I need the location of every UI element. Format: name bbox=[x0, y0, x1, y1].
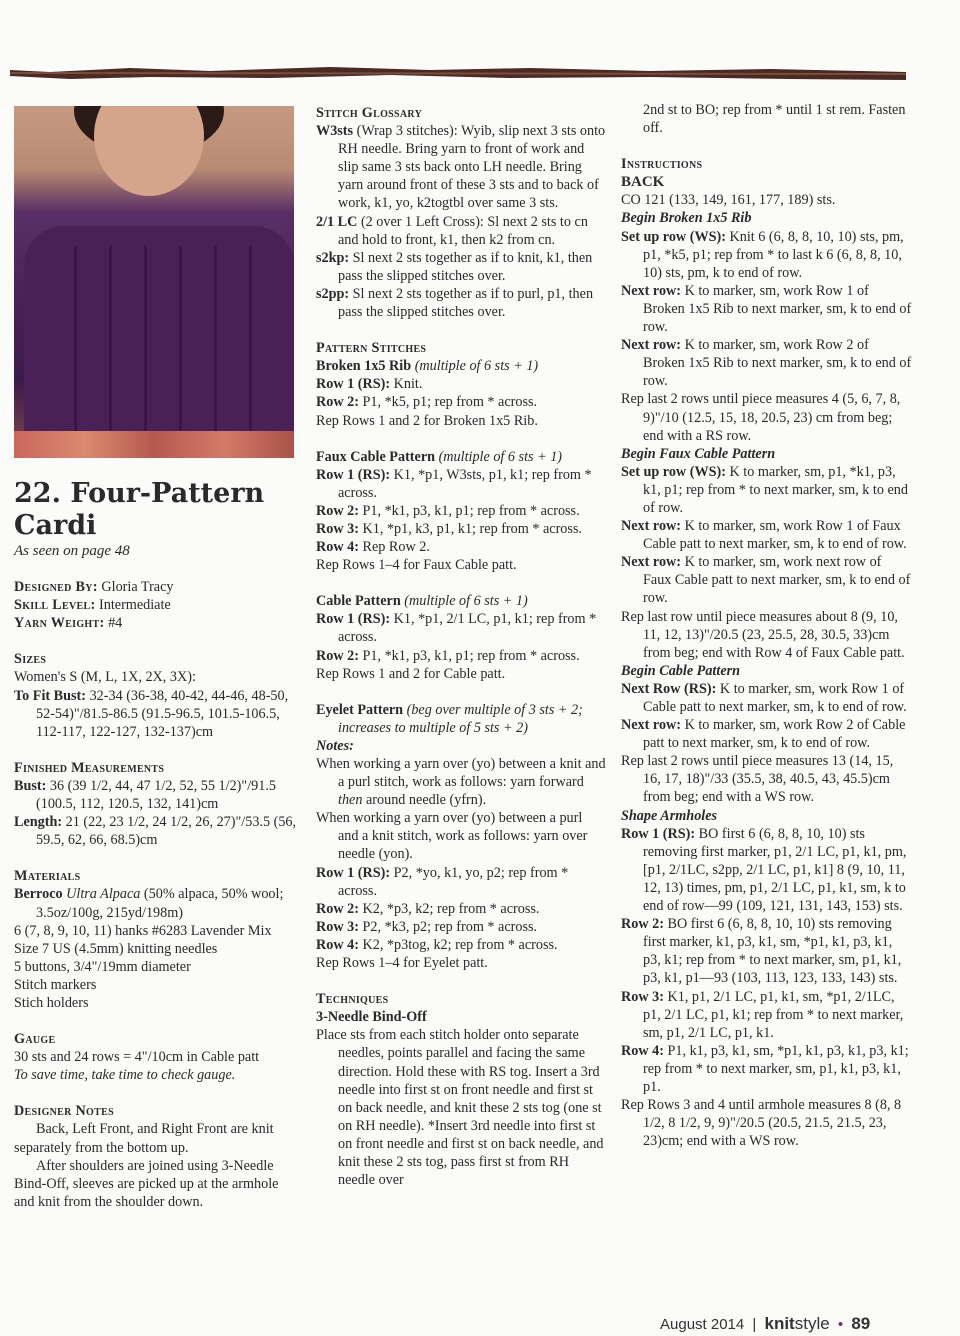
eyelet-repeat: Rep Rows 1–4 for Eyelet patt. bbox=[316, 955, 488, 972]
seen-on-page: As seen on page 48 bbox=[14, 543, 130, 559]
stitch-glossary-heading: Stitch Glossary bbox=[316, 105, 423, 121]
rib-repeat: Rep last 2 rows until piece measures 4 (5, 6, 7, 8, 9)"/10 (12.5, 15, 18, 20.5, 23) cm from beg; end with a RS row. bbox=[621, 391, 901, 444]
designer-notes-p1: Back, Left Front, and Right Front are knit separately from the bottom up. bbox=[14, 1121, 274, 1156]
to-fit-bust: To Fit Bust: 32-34 (36-38, 40-42, 44-46, 48-50, 52-54)"/81.5-86.5 (91.5-96.5, 101.5-106.5, 112-117, 122-127, 132-137)cm bbox=[14, 687, 289, 740]
three-needle-bo-text: Place sts from each stitch holder onto separate needles, points parallel and facing the same direction. Hold these with RS tog. Insert a 3rd needle into first st on front needle and first st on back needle, and knit these 2 sts tog (one st on RH needle). *Insert 3rd needle into first st on front needle and first st on back needle, and knit these 2 sts tog, pass first st from RH needle over bbox=[316, 1027, 604, 1189]
bind-off-continued: 2nd st to BO; rep from * until 1 st rem. Fasten off. bbox=[643, 102, 906, 137]
skill-level: Skill Level: Intermediate bbox=[14, 597, 171, 614]
faux-cable-heading: Begin Faux Cable Pattern bbox=[621, 445, 776, 462]
markers: Stitch markers bbox=[14, 976, 97, 993]
rib-next-row-2: Next row: K to marker, sm, work Row 2 of Broken 1x5 Rib to next marker, sm, k to end of row. bbox=[621, 337, 912, 390]
cable-pattern-title: Cable Pattern (multiple of 6 sts + 1) bbox=[316, 593, 528, 610]
designer-notes-p2: After shoulders are joined using 3-Needle Bind-Off, sleeves are picked up at the armhole and knit from the shoulder down. bbox=[14, 1157, 279, 1210]
back-heading: BACK bbox=[621, 174, 665, 191]
column-2 bbox=[316, 104, 606, 1189]
broken-rib-row-1: Row 1 (RS): Knit. bbox=[316, 376, 423, 393]
cable-repeat: Rep Rows 1 and 2 for Cable patt. bbox=[316, 665, 506, 682]
cable-next-row-2: Next row: K to marker, sm, work Row 2 of Cable patt to next marker, sm, k to end of row. bbox=[621, 717, 906, 752]
footer-separator: | bbox=[752, 1316, 757, 1333]
glossary-s2kp: s2kp: Sl next 2 sts together as if to knit, k1, then pass the slipped stitches over. bbox=[316, 249, 593, 284]
issue-date: August 2014 bbox=[660, 1316, 745, 1333]
length: Length: 21 (22, 23 1/2, 24 1/2, 26, 27)"/53.5 (56, 59.5, 62, 66, 68.5)cm bbox=[14, 814, 297, 849]
yarn-weight: Yarn Weight: #4 bbox=[14, 615, 123, 632]
armholes-heading: Shape Armholes bbox=[621, 807, 718, 824]
faux-next-row-1: Next row: K to marker, sm, work Row 1 of Faux Cable patt to next marker, sm, k to end of row. bbox=[621, 518, 907, 553]
three-needle-bo-title: 3-Needle Bind-Off bbox=[316, 1009, 427, 1026]
armhole-row-2: Row 2: BO first 6 (6, 8, 8, 10, 10) sts removing first marker, k1, p3, k1, sm, *p1, k1, p3, k1, p3, k1; rep from * to next marker, sm, p1, k1, p3, k1, p1—93 (103, 113, 123, 133, 143) sts. bbox=[621, 916, 902, 987]
broken-rib-title: Broken 1x5 Rib (multiple of 6 sts + 1) bbox=[316, 358, 539, 375]
sizes-heading: Sizes bbox=[14, 651, 47, 668]
armhole-row-4: Row 4: P1, k1, p3, k1, sm, *p1, k1, p3, k1, p3, k1; rep from * to next marker, sm, p1, k1, p3, k1, p1. bbox=[621, 1042, 909, 1095]
buttons: 5 buttons, 3/4"/19mm diameter bbox=[14, 958, 191, 975]
column-3 bbox=[621, 101, 913, 1150]
page-number: 89 bbox=[851, 1314, 871, 1333]
cardigan-model-photo bbox=[14, 106, 294, 458]
faux-cable-row-2: Row 2: P1, *k1, p3, k1, p1; rep from * across. bbox=[316, 502, 580, 519]
broken-rib-repeat: Rep Rows 1 and 2 for Broken 1x5 Rib. bbox=[316, 412, 538, 429]
eyelet-notes-label: Notes: bbox=[316, 737, 354, 754]
cable-row-1: Row 1 (RS): K1, *p1, 2/1 LC, p1, k1; rep from * across. bbox=[316, 611, 597, 646]
broken-rib-heading: Begin Broken 1x5 Rib bbox=[621, 210, 752, 227]
faux-cable-row-1: Row 1 (RS): K1, *p1, W3sts, p1, k1; rep from * across. bbox=[316, 466, 592, 501]
yarn: Berroco Ultra Alpaca (50% alpaca, 50% wool; 3.5oz/100g, 215yd/198m) bbox=[14, 886, 284, 921]
glossary-w3sts: W3sts (Wrap 3 stitches): Wyib, slip next 3 sts onto RH needle. Bring yarn to front of work and slip same 3 sts back onto LH needle. Bring yarn around front of these 3 sts and to back of work, k1, yo, k2togtbl over same 3 sts. bbox=[316, 123, 606, 212]
cable-repeat-back: Rep last 2 rows until piece measures 13 (14, 15, 16, 17, 18)"/33 (35.5, 38, 40.5, 43, 45.5)cm from beg; end with a WS row. bbox=[621, 753, 894, 806]
rib-next-row-1: Next row: K to marker, sm, work Row 1 of Broken 1x5 Rib to next marker, sm, k to end of row. bbox=[621, 282, 912, 336]
techniques-heading: Techniques bbox=[316, 991, 389, 1008]
eyelet-row-3: Row 3: P2, *k3, p2; rep from * across. bbox=[316, 918, 538, 935]
gauge: 30 sts and 24 rows = 4"/10cm in Cable patt bbox=[14, 1049, 260, 1066]
faux-cable-row-4: Row 4: Rep Row 2. bbox=[316, 539, 430, 556]
faux-cable-repeat: Rep Rows 1–4 for Faux Cable patt. bbox=[316, 557, 517, 574]
cast-on: CO 121 (133, 149, 161, 177, 189) sts. bbox=[621, 192, 836, 209]
rib-setup-row: Set up row (WS): Knit 6 (6, 8, 8, 10, 10) sts, pm, p1, *k5, p1; rep from * to last k 6 (6, 8, 8, 10, 10) sts, pm, k to end of row. bbox=[621, 228, 904, 281]
glossary-2-1-lc: 2/1 LC (2 over 1 Left Cross): Sl next 2 sts to cn and hold to front, k1, then k2 from cn. bbox=[316, 213, 588, 248]
eyelet-title: Eyelet Pattern (beg over multiple of 3 sts + 2; increases to multiple of 5 sts + 2) bbox=[316, 701, 583, 736]
armhole-row-1: Row 1 (RS): BO first 6 (6, 8, 8, 10, 10) sts removing first marker, p1, 2/1 LC, p1, k1, pm, [p1, 2/1LC, s2pp, 2/1 LC, p1, k1] 8 (9, 10, 11, 12, 13) times, pm, p1, 2/1 LC, p1, k1, sm, k to end of row—99 (109, 121, 131, 143, 153) sts. bbox=[621, 825, 907, 915]
faux-cable-title: Faux Cable Pattern (multiple of 6 sts + 1) bbox=[316, 448, 563, 465]
holders: Stich holders bbox=[14, 994, 89, 1011]
needles: Size 7 US (4.5mm) knitting needles bbox=[14, 940, 218, 957]
faux-setup-row: Set up row (WS): K to marker, sm, p1, *k1, p3, k1, p1; rep from * to next marker, sm, k to end of row. bbox=[621, 463, 908, 516]
designer: Designed By: Gloria Tracy bbox=[14, 579, 174, 596]
materials-heading: Materials bbox=[14, 868, 81, 885]
footer-bullet: • bbox=[837, 1316, 844, 1333]
gauge-heading: Gauge bbox=[14, 1031, 56, 1048]
faux-cable-row-3: Row 3: K1, *p1, k3, p1, k1; rep from * across. bbox=[316, 520, 582, 537]
faux-next-row-2: Next row: K to marker, sm, work next row of Faux Cable patt to next marker, sm, k to end of row. bbox=[621, 554, 911, 607]
gauge-note: To save time, take time to check gauge. bbox=[14, 1067, 236, 1084]
eyelet-note-1: When working a yarn over (yo) between a knit and a purl stitch, work as follows: yarn forward then around needle (yfrn). bbox=[316, 756, 606, 809]
pattern-title: 22. Four-Pattern Cardi bbox=[14, 478, 265, 541]
column-1 bbox=[14, 478, 300, 1211]
page-footer bbox=[660, 1314, 870, 1334]
magazine-brand: knitstyle bbox=[764, 1314, 830, 1333]
designer-notes-heading: Designer Notes bbox=[14, 1103, 114, 1120]
glossary-s2pp: s2pp: Sl next 2 sts together as if to purl, p1, then pass the slipped stitches over. bbox=[316, 285, 594, 321]
eyelet-row-1: Row 1 (RS): P2, *yo, k1, yo, p2; rep from * across. bbox=[316, 864, 569, 899]
eyelet-row-4: Row 4: K2, *p3tog, k2; rep from * across. bbox=[316, 936, 558, 953]
bust: Bust: 36 (39 1/2, 44, 47 1/2, 52, 55 1/2)"/91.5 (100.5, 112, 120.5, 132, 141)cm bbox=[14, 777, 276, 813]
cable-heading: Begin Cable Pattern bbox=[621, 662, 741, 679]
armhole-row-3: Row 3: K1, p1, 2/1 LC, p1, k1, sm, *p1, 2/1LC, p1, 2/1 LC, p1, k1; rep from * to next marker, sm, p1, 2/1 LC, p1, k1. bbox=[621, 988, 904, 1041]
cable-row-2: Row 2: P1, *k1, p3, k1, p1; rep from * across. bbox=[316, 647, 580, 664]
eyelet-row-2: Row 2: K2, *p3, k2; rep from * across. bbox=[316, 900, 540, 917]
broken-rib-row-2: Row 2: P1, *k5, p1; rep from * across. bbox=[316, 394, 538, 411]
sizes: Women's S (M, L, 1X, 2X, 3X): bbox=[14, 669, 196, 686]
cable-next-row-1: Next Row (RS): K to marker, sm, work Row 1 of Cable patt to next marker, sm, k to end of row. bbox=[621, 680, 907, 715]
eyelet-note-2: When working a yarn over (yo) between a purl and a knit stitch, work as follows: yarn over needle (yon). bbox=[316, 810, 588, 863]
finished-measurements-heading: Finished Measurements bbox=[14, 759, 165, 776]
hanks: 6 (7, 8, 9, 10, 11) hanks #6283 Lavender Mix bbox=[14, 922, 272, 939]
armhole-repeat: Rep Rows 3 and 4 until armhole measures 8 (8, 8 1/2, 8 1/2, 9, 9)"/20.5 (20.5, 21.5, 21.5, 23, 23)cm; end with a WS row. bbox=[621, 1097, 902, 1150]
faux-repeat: Rep last row until piece measures about 8 (9, 10, 11, 12, 13)"/20.5 (23, 25.5, 28, 30.5, 33)cm from beg; end with Row 4 of Faux Cable patt. bbox=[621, 608, 905, 661]
header-brush-rule bbox=[10, 62, 906, 84]
instructions-heading: Instructions bbox=[621, 156, 703, 173]
pattern-stitches-heading: Pattern Stitches bbox=[316, 340, 427, 357]
